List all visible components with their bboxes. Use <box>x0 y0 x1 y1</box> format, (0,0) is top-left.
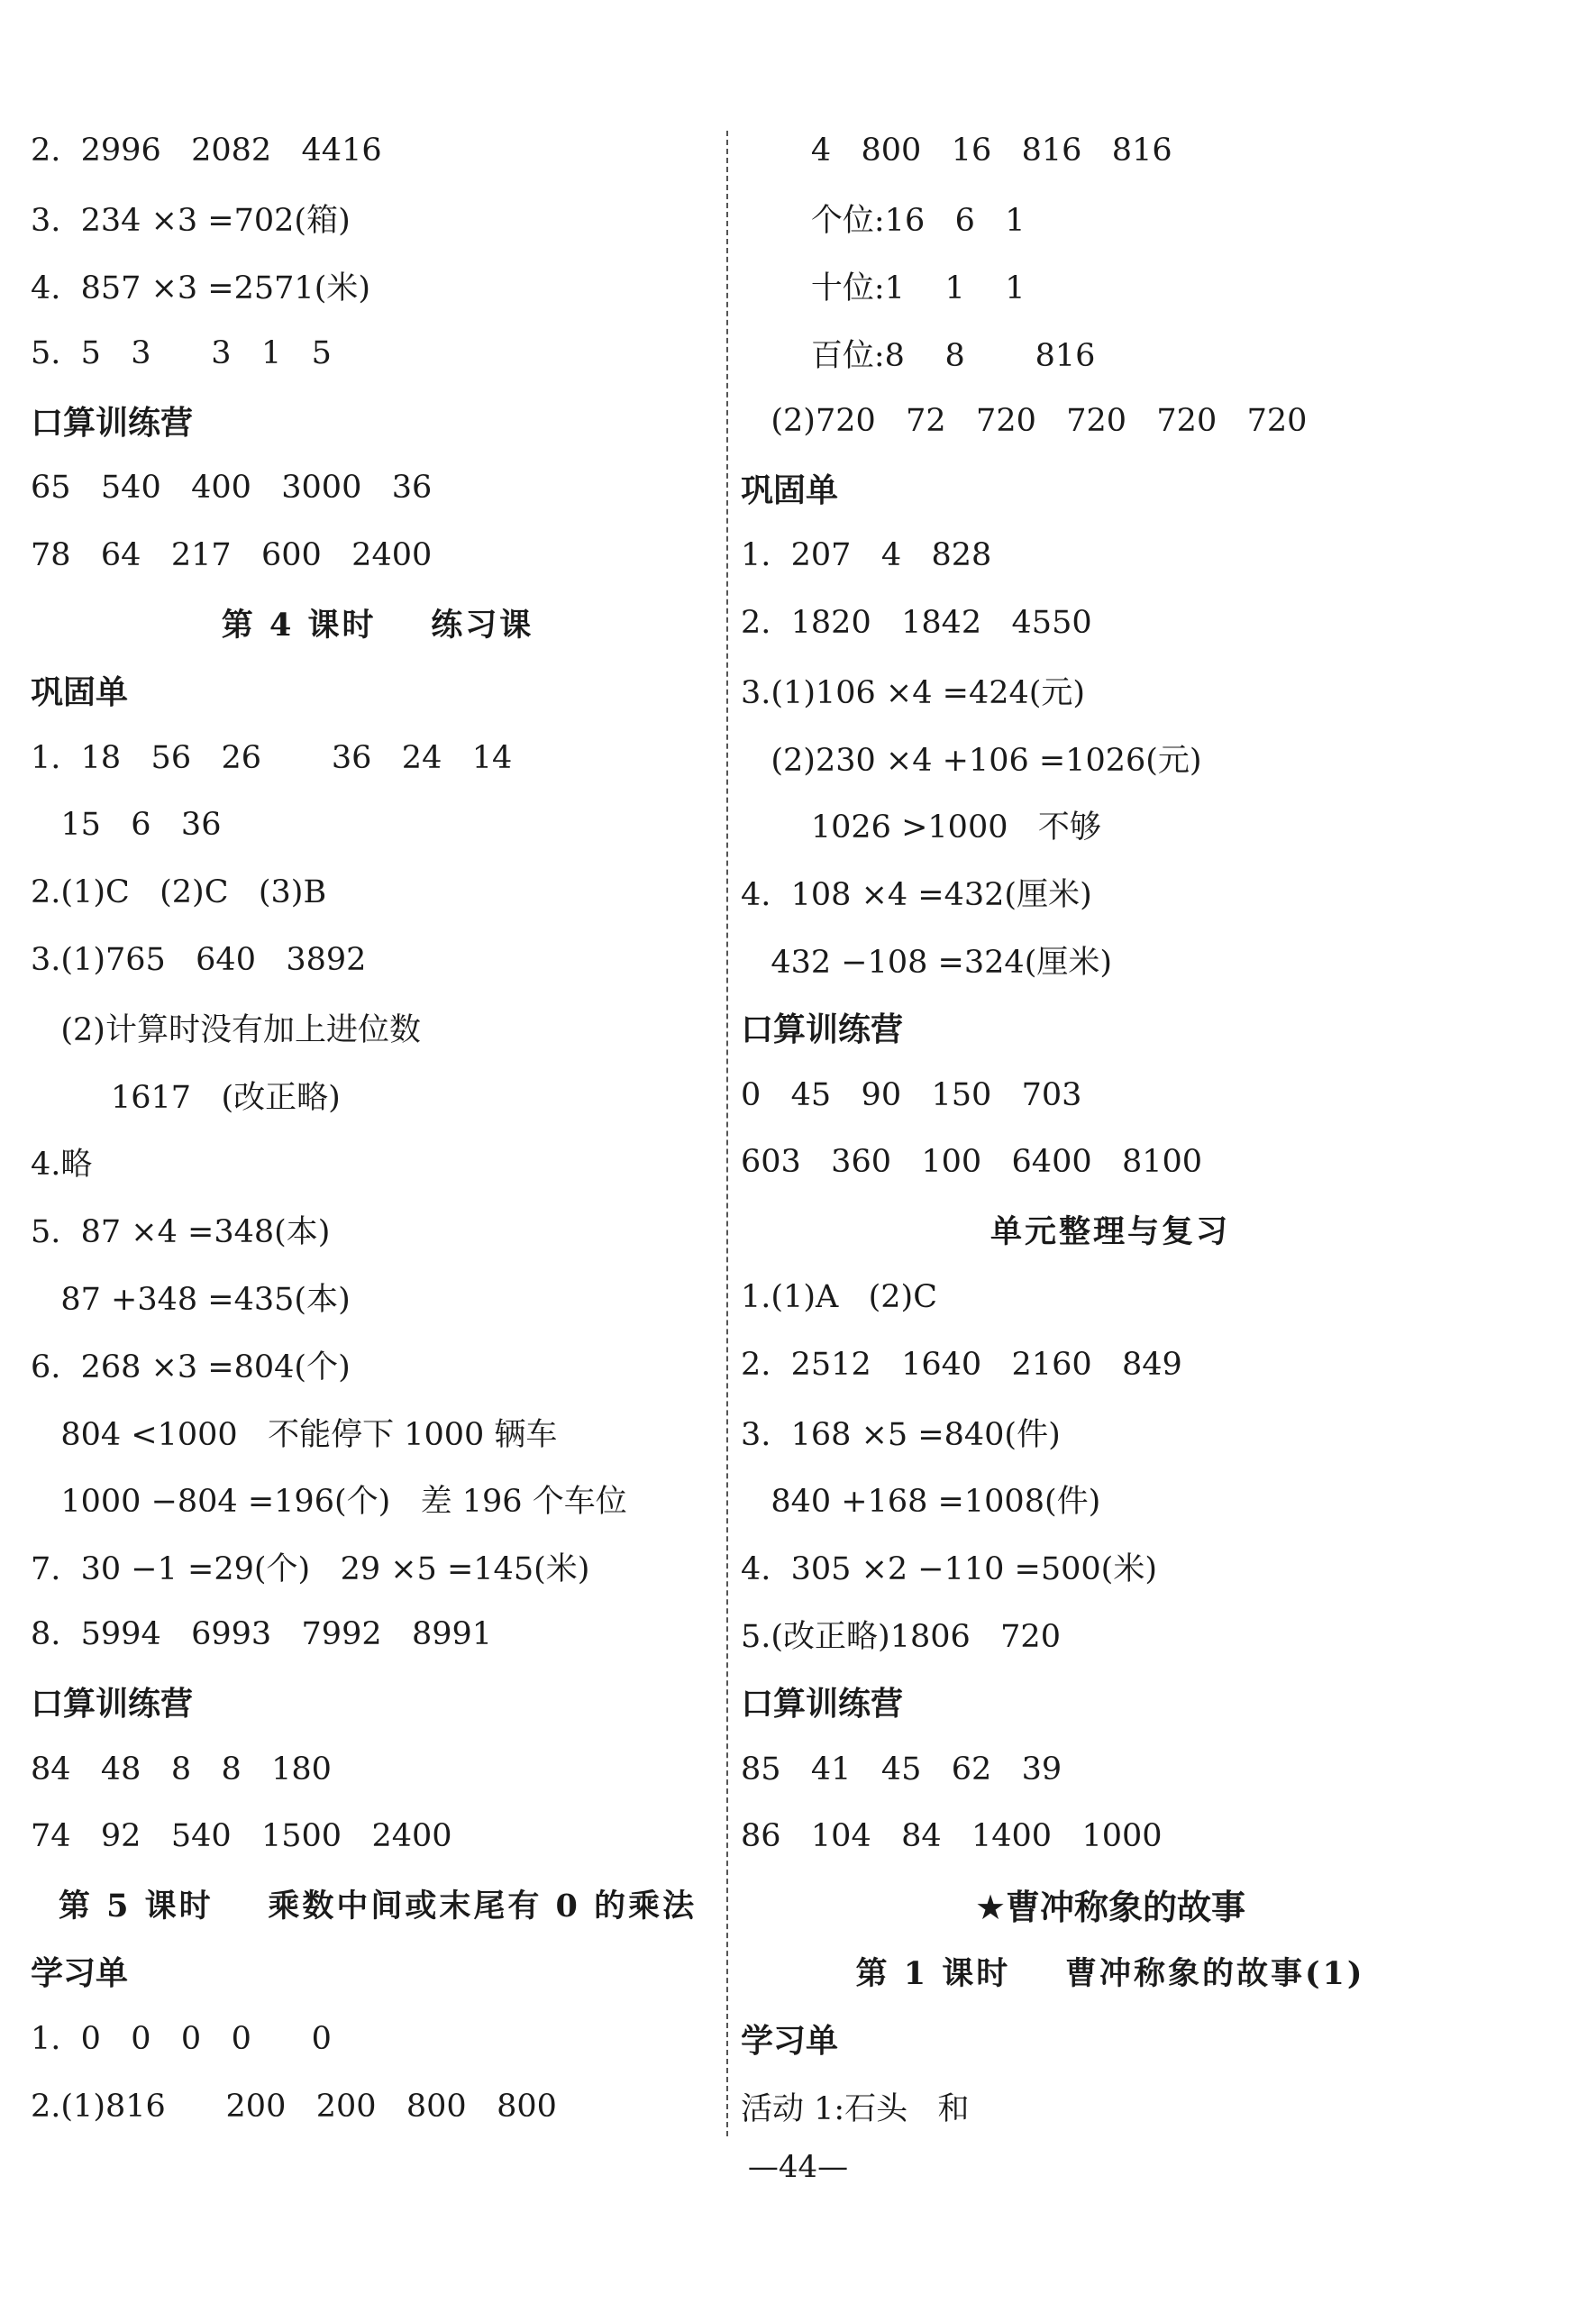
answer-line: 百位:8 8 816 <box>741 337 1096 374</box>
answer-line: 1026 >1000 不够 <box>741 809 1101 846</box>
answer-line: 3.(1)106 ×4 =424(元) <box>741 674 1086 711</box>
left-answer-column <box>31 117 725 2140</box>
answer-line: 3.(1)765 640 3892 <box>31 941 367 978</box>
answer-line: 78 64 217 600 2400 <box>31 537 433 574</box>
section-heading: 口算训练营 <box>741 1011 904 1049</box>
answer-line: 6. 268 ×3 =804(个) <box>31 1349 351 1385</box>
answer-line: 2. 2512 1640 2160 849 <box>741 1346 1182 1383</box>
answer-line: 十位:1 1 1 <box>741 270 1026 306</box>
answer-line: 65 540 400 3000 36 <box>31 470 433 507</box>
answer-line: 804 <1000 不能停下 1000 辆车 <box>31 1416 558 1453</box>
lesson-title: 第 4 课时 练习课 <box>221 606 534 644</box>
answer-line: 1.(1)A (2)C <box>741 1278 937 1315</box>
answer-line: 3. 168 ×5 =840(件) <box>741 1416 1061 1453</box>
answer-line: 15 6 36 <box>31 807 222 844</box>
lesson-title: 第 5 课时 乘数中间或末尾有 0 的乘法 <box>58 1888 698 1925</box>
section-heading: 口算训练营 <box>741 1686 904 1723</box>
answer-line: 7. 30 −1 =29(个) 29 ×5 =145(米) <box>31 1551 590 1588</box>
answer-line: 4. 108 ×4 =432(厘米) <box>741 877 1092 914</box>
answer-line: 1617 (改正略) <box>31 1079 341 1116</box>
unit-title: ★曹冲称象的故事 <box>974 1887 1246 1927</box>
answer-line: 活动 1:石头 和 <box>741 2090 970 2127</box>
column-divider <box>726 131 728 2136</box>
answer-line: 1000 −804 =196(个) 差 196 个车位 <box>31 1484 627 1521</box>
answer-line: 2.(1)816 200 200 800 800 <box>31 2088 557 2125</box>
answer-line: (2)230 ×4 +106 =1026(元) <box>741 742 1202 779</box>
answer-line: 74 92 540 1500 2400 <box>31 1818 452 1855</box>
section-heading: 巩固单 <box>741 471 839 509</box>
section-heading: 口算训练营 <box>31 1686 194 1723</box>
answer-line: 87 +348 =435(本) <box>31 1281 351 1318</box>
section-heading: 学习单 <box>31 1955 129 1993</box>
answer-line: 4. 305 ×2 −110 =500(米) <box>741 1551 1157 1588</box>
answer-line: 0 45 90 150 703 <box>741 1076 1082 1113</box>
answer-line: 3. 234 ×3 =702(箱) <box>31 203 351 240</box>
answer-line: 4.略 <box>31 1147 93 1184</box>
answer-line: 5. 5 3 3 1 5 <box>31 334 332 371</box>
answer-line: 86 104 84 1400 1000 <box>741 1818 1163 1855</box>
answer-line: 840 +168 =1008(件) <box>741 1484 1101 1521</box>
answer-line: (2)计算时没有加上进位数 <box>31 1011 421 1048</box>
section-heading: 学习单 <box>741 2023 839 2061</box>
answer-line: 603 360 100 6400 8100 <box>741 1144 1203 1181</box>
answer-line: (2)720 72 720 720 720 720 <box>741 402 1308 439</box>
answer-line: 85 41 45 62 39 <box>741 1751 1062 1787</box>
answer-line: 84 48 8 8 180 <box>31 1751 332 1787</box>
answer-line: 432 −108 =324(厘米) <box>741 944 1113 981</box>
answer-line: 4 800 16 816 816 <box>741 133 1172 169</box>
answer-line: 1. 0 0 0 0 0 <box>31 2020 332 2057</box>
answer-line: 2. 1820 1842 4550 <box>741 604 1092 641</box>
lesson-title: 单元整理与复习 <box>990 1213 1230 1251</box>
page-number: —44— <box>747 2149 849 2185</box>
answer-line: 2.(1)C (2)C (3)B <box>31 874 327 911</box>
lesson-title: 第 1 课时 曹冲称象的故事(1) <box>855 1954 1365 1992</box>
answer-line: 2. 2996 2082 4416 <box>31 133 382 169</box>
answer-line: 1. 207 4 828 <box>741 537 992 574</box>
answer-line: 8. 5994 6993 7992 8991 <box>31 1615 493 1652</box>
answer-line: 4. 857 ×3 =2571(米) <box>31 270 371 306</box>
answer-line: 5.(改正略)1806 720 <box>741 1618 1061 1655</box>
section-heading: 巩固单 <box>31 674 129 712</box>
right-answer-column <box>741 117 1480 2140</box>
answer-line: 1. 18 56 26 36 24 14 <box>31 739 513 776</box>
answer-line: 个位:16 6 1 <box>741 203 1026 240</box>
answer-line: 5. 87 ×4 =348(本) <box>31 1214 331 1251</box>
section-heading: 口算训练营 <box>31 405 194 443</box>
